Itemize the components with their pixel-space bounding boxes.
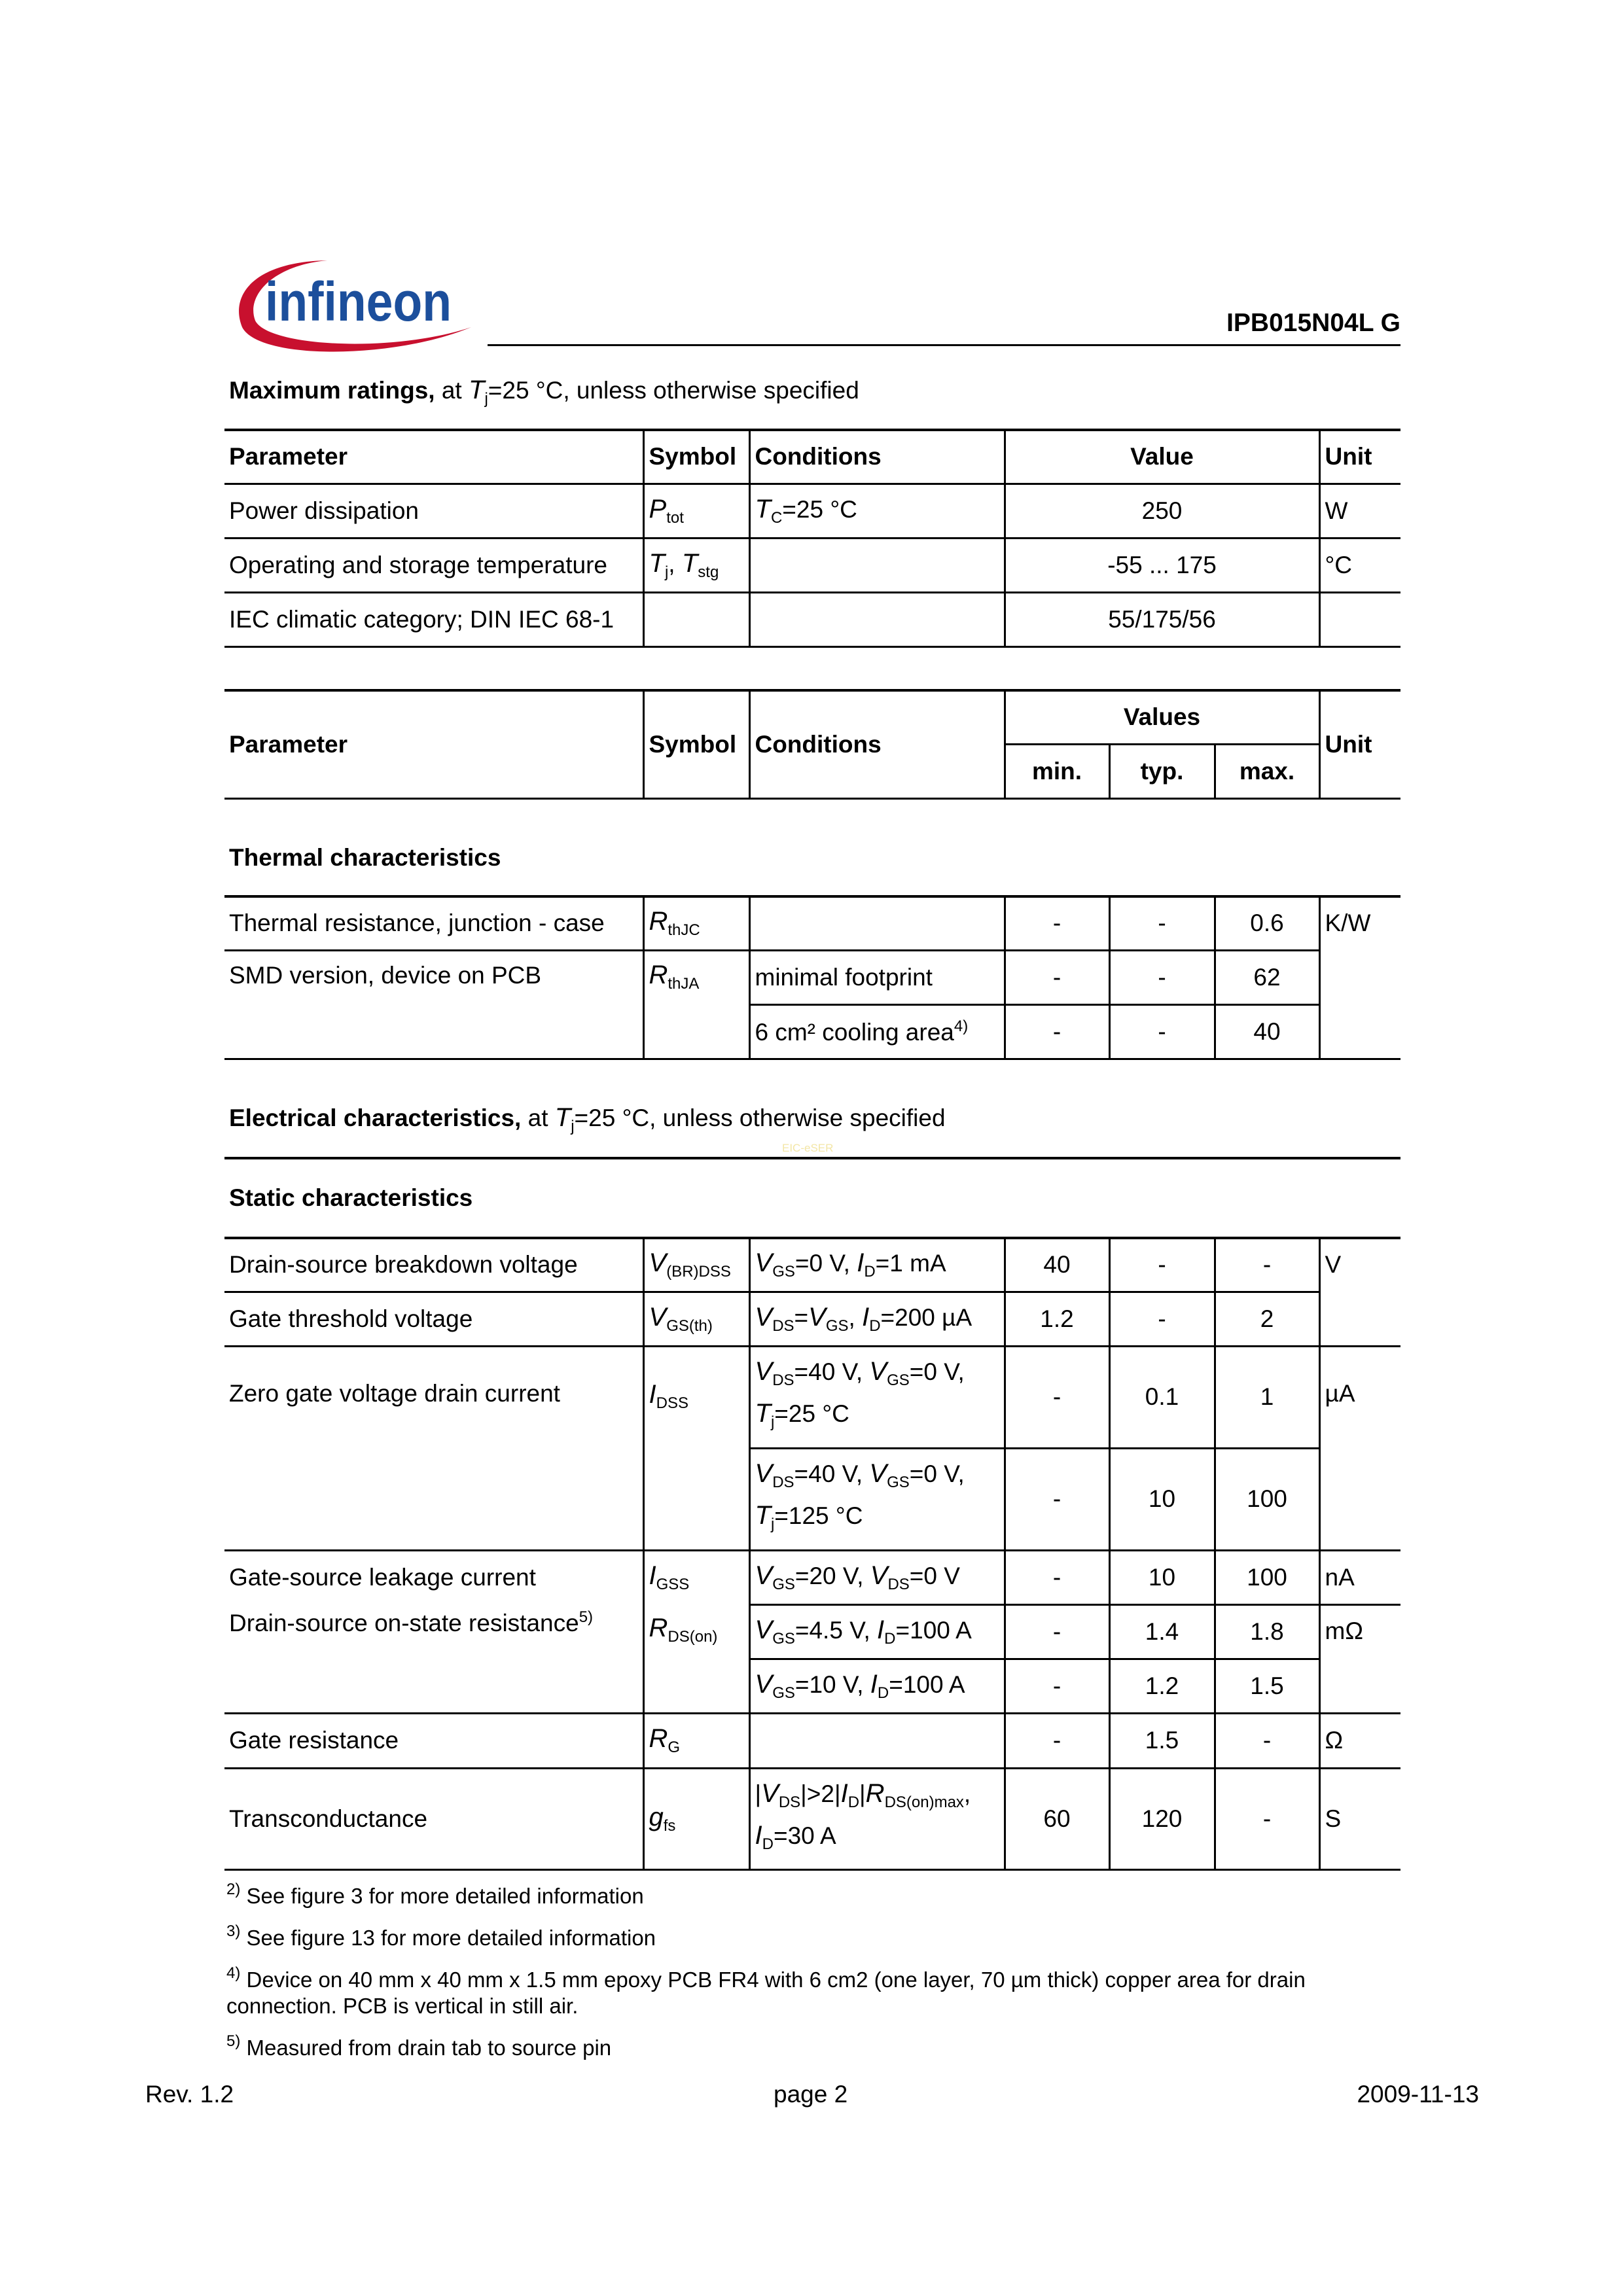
row-max: - (1215, 1768, 1319, 1869)
watermark: EIC-eSER (782, 1142, 834, 1154)
header-rule (488, 344, 1400, 346)
row-typ: 10 (1109, 1448, 1215, 1550)
row-value: -55 ... 175 (1005, 538, 1319, 592)
row-parameter: Gate threshold voltage (229, 1305, 473, 1332)
col-unit: Unit (1319, 430, 1400, 484)
row-symbol: $V_{GS(th)}$ (643, 1292, 749, 1346)
row-conditions (749, 1713, 1005, 1768)
row-max: 1.8 (1215, 1604, 1319, 1659)
row-typ: - (1109, 896, 1215, 950)
row-conditions: $V_{GS}=20$ V, $V_{DS}=0$ V (749, 1550, 1005, 1604)
row-conditions: $V_{GS}=0$ V, $I_D=1$ mA (749, 1238, 1005, 1292)
table-header-row (224, 430, 1400, 484)
table-row (224, 950, 1400, 1004)
table-row (224, 592, 1400, 646)
row-conditions: $V_{DS}=40$ V, $V_{GS}=0$ V, $T_j=25$ °C (749, 1346, 1005, 1448)
row-min: - (1005, 1448, 1109, 1550)
row-parameter: Transconductance (229, 1805, 428, 1832)
table-row (224, 1713, 1400, 1768)
row-max: 1 (1215, 1346, 1319, 1448)
row-max: 62 (1215, 950, 1319, 1004)
row-typ: 0.1 (1109, 1346, 1215, 1448)
col-conditions: Conditions (749, 430, 1005, 484)
row-conditions: $V_{DS}=40$ V, $V_{GS}=0$ V, $T_j=125$ °C (749, 1448, 1005, 1550)
row-unit: K/W (1319, 896, 1400, 1059)
row-parameter: Gate-source leakage current (229, 1564, 536, 1591)
row-min: 1.2 (1005, 1292, 1109, 1346)
row-max: 40 (1215, 1004, 1319, 1059)
table-row (224, 1292, 1400, 1346)
row-min: - (1005, 896, 1109, 950)
row-unit: °C (1319, 538, 1400, 592)
row-min: - (1005, 1659, 1109, 1713)
row-conditions: $V_{DS}=V_{GS}$, $I_D=200$ µA (749, 1292, 1005, 1346)
row-symbol: $I_{GSS}$ (643, 1550, 749, 1604)
row-symbol: $T_j$, $T_{stg}$ (643, 538, 749, 592)
row-unit: V (1319, 1238, 1400, 1346)
row-min: 60 (1005, 1768, 1109, 1869)
row-parameter: SMD version, device on PCB (229, 961, 542, 989)
table-row (224, 896, 1400, 950)
col-parameter: Parameter (229, 730, 348, 758)
footnote: $^{3)}$ See figure 13 for more detailed information (226, 1922, 656, 1950)
row-unit: Ω (1319, 1713, 1400, 1768)
footer-date: 2009-11-13 (1357, 2081, 1479, 2108)
col-values: Values (1005, 690, 1319, 744)
col-symbol: Symbol (643, 690, 749, 798)
row-max: 2 (1215, 1292, 1319, 1346)
row-max: 100 (1215, 1448, 1319, 1550)
row-conditions: $|V_{DS}|>2|I_D|R_{DS(on)max}$, $I_D=30$ A (749, 1768, 1005, 1869)
footnotes (226, 1877, 1398, 2070)
row-typ: 1.4 (1109, 1604, 1215, 1659)
col-value: Value (1005, 430, 1319, 484)
row-typ: - (1109, 1292, 1215, 1346)
footnote: $^{2)}$ See figure 3 for more detailed information (226, 1881, 644, 1908)
row-symbol: $R_{thJC}$ (643, 896, 749, 950)
row-min: - (1005, 1550, 1109, 1604)
row-parameter: Drain-source breakdown voltage (229, 1251, 578, 1279)
row-symbol: $g_{fs}$ (643, 1768, 749, 1869)
row-symbol (643, 592, 749, 646)
row-parameter: Gate resistance (229, 1727, 399, 1754)
row-symbol: $R_{thJA}$ (643, 950, 749, 1059)
row-conditions (749, 592, 1005, 646)
logo-wordmark: infineon (265, 271, 452, 332)
row-typ: - (1109, 950, 1215, 1004)
table-row (224, 1346, 1400, 1448)
row-unit: µA (1319, 1346, 1400, 1550)
col-unit: Unit (1319, 690, 1400, 798)
row-max: - (1215, 1713, 1319, 1768)
row-conditions: minimal footprint (749, 950, 1005, 1004)
row-symbol: $V_{(BR)DSS}$ (643, 1238, 749, 1292)
row-typ: 10 (1109, 1550, 1215, 1604)
footer-revision: Rev. 1.2 (145, 2081, 234, 2108)
row-conditions: 6 cm² cooling area$^{4)}$ (749, 1004, 1005, 1059)
row-min: - (1005, 1346, 1109, 1448)
row-typ: 1.2 (1109, 1659, 1215, 1713)
col-symbol: Symbol (643, 430, 749, 484)
thermal-title: Thermal characteristics (229, 844, 501, 871)
footnote: $^{5)}$ Measured from drain tab to source pin (226, 2032, 612, 2060)
table-row (224, 484, 1400, 538)
table-row (224, 1604, 1400, 1659)
row-value: 55/175/56 (1005, 592, 1319, 646)
row-parameter: Thermal resistance, junction - case (229, 910, 605, 937)
row-conditions: $V_{GS}=10$ V, $I_D=100$ A (749, 1659, 1005, 1713)
row-min: - (1005, 1713, 1109, 1768)
table-row (224, 538, 1400, 592)
thermal-table (224, 895, 1400, 1060)
col-typ: typ. (1109, 744, 1215, 798)
row-symbol: $R_G$ (643, 1713, 749, 1768)
max-ratings-table (224, 429, 1400, 648)
infineon-logo (229, 249, 484, 357)
row-max: - (1215, 1238, 1319, 1292)
col-min: min. (1005, 744, 1109, 798)
row-symbol: $R_{DS(on)}$ (643, 1604, 749, 1713)
row-symbol: $I_{DSS}$ (643, 1346, 749, 1550)
row-parameter: Power dissipation (224, 484, 643, 538)
row-value: 250 (1005, 484, 1319, 538)
row-conditions (749, 538, 1005, 592)
row-unit: nA (1319, 1550, 1400, 1604)
table-row (224, 1550, 1400, 1604)
table-row (224, 1768, 1400, 1869)
footer-page: page 2 (774, 2081, 848, 2108)
row-conditions: $T_C=25$ °C (749, 484, 1005, 538)
static-table (224, 1237, 1400, 1871)
row-symbol: $P_{tot}$ (643, 484, 749, 538)
row-unit: mΩ (1319, 1604, 1400, 1713)
table-row (224, 1238, 1400, 1292)
footnote: $^{4)}$ Device on 40 mm x 40 mm x 1.5 mm epoxy PCB FR4 with 6 cm2 (one layer, 70 µm thick) copper area for drain connection. PCB is vertical in still air. (226, 1964, 1306, 2018)
row-parameter: IEC climatic category; DIN IEC 68-1 (224, 592, 643, 646)
row-unit: W (1319, 484, 1400, 538)
row-conditions (749, 896, 1005, 950)
col-parameter: Parameter (224, 430, 643, 484)
row-typ: - (1109, 1004, 1215, 1059)
row-typ: 1.5 (1109, 1713, 1215, 1768)
row-min: - (1005, 950, 1109, 1004)
col-max: max. (1215, 744, 1319, 798)
electrical-title: Electrical characteristics, at $T_j=25$ °C, unless otherwise specified (229, 1103, 946, 1135)
row-parameter: Drain-source on-state resistance$^{5)}$ (224, 1604, 643, 1713)
row-conditions: $V_{GS}=4.5$ V, $I_D=100$ A (749, 1604, 1005, 1659)
row-max: 0.6 (1215, 896, 1319, 950)
row-parameter: Zero gate voltage drain current (224, 1346, 643, 1550)
row-min: 40 (1005, 1238, 1109, 1292)
col-conditions: Conditions (749, 690, 1005, 798)
characteristics-header-table (224, 689, 1400, 800)
row-max: 100 (1215, 1550, 1319, 1604)
row-unit: S (1319, 1768, 1400, 1869)
row-max: 1.5 (1215, 1659, 1319, 1713)
row-unit (1319, 592, 1400, 646)
row-min: - (1005, 1004, 1109, 1059)
row-typ: - (1109, 1238, 1215, 1292)
part-number: IPB015N04L G (1226, 309, 1400, 337)
row-parameter: Operating and storage temperature (224, 538, 643, 592)
electrical-rule (224, 1157, 1400, 1159)
row-typ: 120 (1109, 1768, 1215, 1869)
static-title: Static characteristics (229, 1184, 473, 1211)
max-ratings-title: Maximum ratings, at $T_j=25$ °C, unless otherwise specified (229, 376, 859, 408)
row-min: - (1005, 1604, 1109, 1659)
